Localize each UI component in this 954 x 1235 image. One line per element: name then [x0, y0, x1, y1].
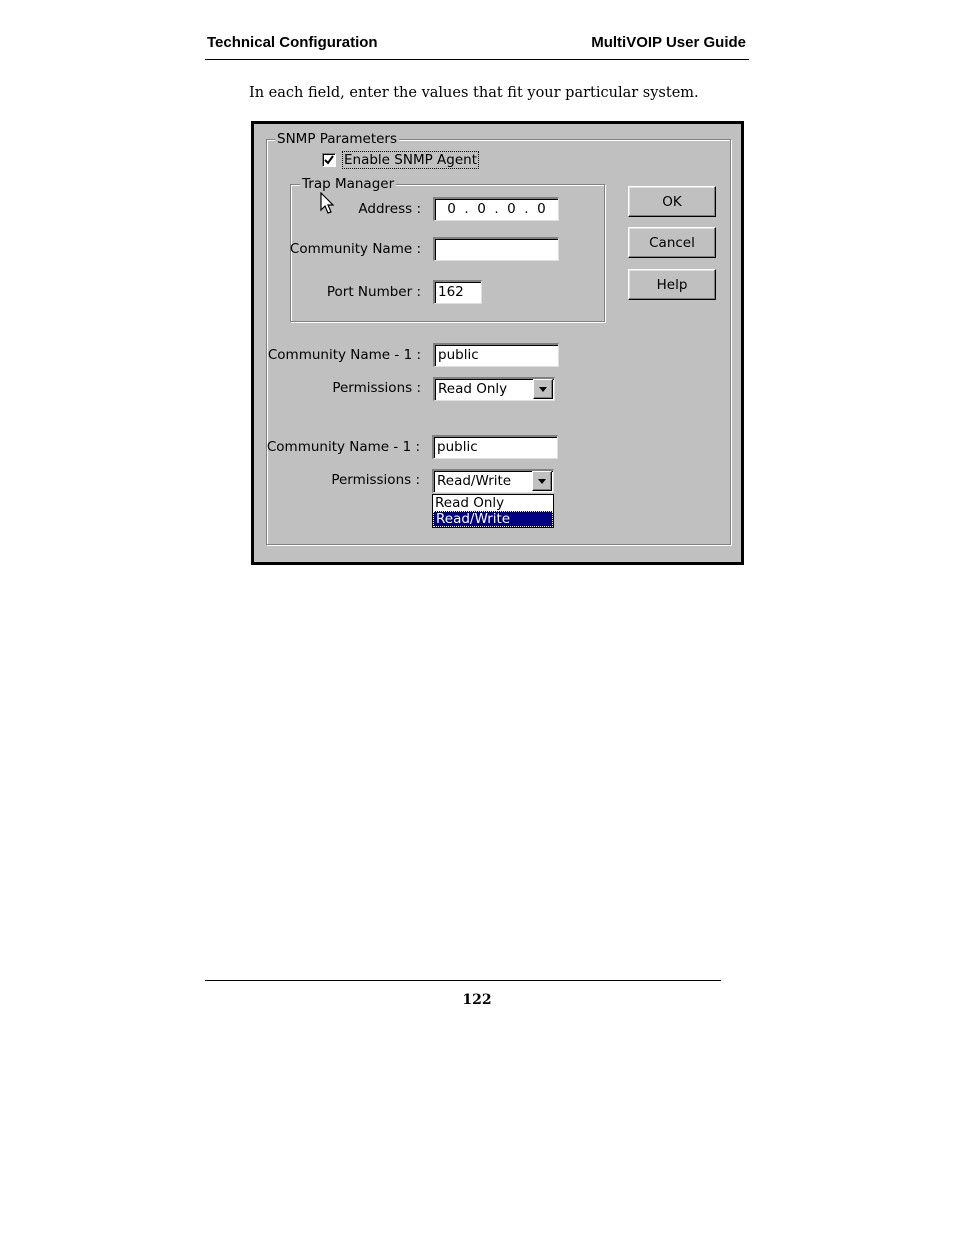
address-separator: .	[464, 201, 469, 217]
port-number-label: Port Number :	[326, 284, 421, 300]
intro-paragraph: In each field, enter the values that fit your particular system.	[249, 85, 699, 101]
address-octet-4: 0	[537, 201, 546, 217]
enable-snmp-checkbox[interactable]	[322, 153, 336, 167]
trap-manager-legend: Trap Manager	[302, 176, 395, 192]
port-number-input[interactable]: 162	[433, 280, 482, 304]
trap-community-input[interactable]	[433, 237, 559, 261]
address-octet-2: 0	[477, 201, 486, 217]
checkmark-icon	[324, 155, 334, 165]
page-number: 122	[462, 992, 492, 1008]
header-rule	[205, 59, 749, 60]
permissions-1-value: Read Only	[433, 377, 555, 401]
address-octet-3: 0	[507, 201, 516, 217]
address-separator: .	[494, 201, 499, 217]
permissions-2-value: Read/Write	[432, 469, 554, 493]
address-separator: .	[524, 201, 529, 217]
permissions-1-select[interactable]	[433, 377, 555, 401]
permissions-2-label: Permissions :	[331, 472, 420, 488]
address-octet-1: 0	[447, 201, 456, 217]
address-label: Address :	[358, 201, 421, 217]
trap-community-label: Community Name :	[289, 241, 421, 257]
dropdown-option-read-only[interactable]: Read Only	[435, 495, 505, 511]
community-2-label: Community Name - 1 :	[266, 439, 420, 455]
ok-button[interactable]: OK	[628, 186, 716, 217]
address-input[interactable]	[433, 197, 559, 221]
community-1-input[interactable]: public	[433, 343, 559, 367]
footer-rule	[205, 980, 721, 981]
community-1-label: Community Name - 1 :	[267, 347, 421, 363]
snmp-parameters-legend: SNMP Parameters	[277, 131, 398, 147]
permissions-2-dropdown	[432, 494, 554, 528]
cancel-button[interactable]: Cancel	[628, 227, 716, 258]
snmp-dialog	[251, 121, 744, 565]
chevron-down-icon[interactable]	[533, 379, 553, 399]
running-header-section: Technical Configuration	[207, 34, 378, 51]
community-2-input[interactable]: public	[432, 435, 558, 459]
mouse-cursor-icon	[320, 192, 336, 216]
running-header-title: MultiVOIP User Guide	[591, 34, 746, 51]
permissions-2-select[interactable]	[432, 469, 554, 493]
dropdown-option-read-write[interactable]: Read/Write	[433, 511, 553, 527]
permissions-1-label: Permissions :	[332, 380, 421, 396]
enable-snmp-label[interactable]: Enable SNMP Agent	[344, 152, 477, 168]
help-button[interactable]: Help	[628, 269, 716, 300]
chevron-down-icon[interactable]	[532, 471, 552, 491]
